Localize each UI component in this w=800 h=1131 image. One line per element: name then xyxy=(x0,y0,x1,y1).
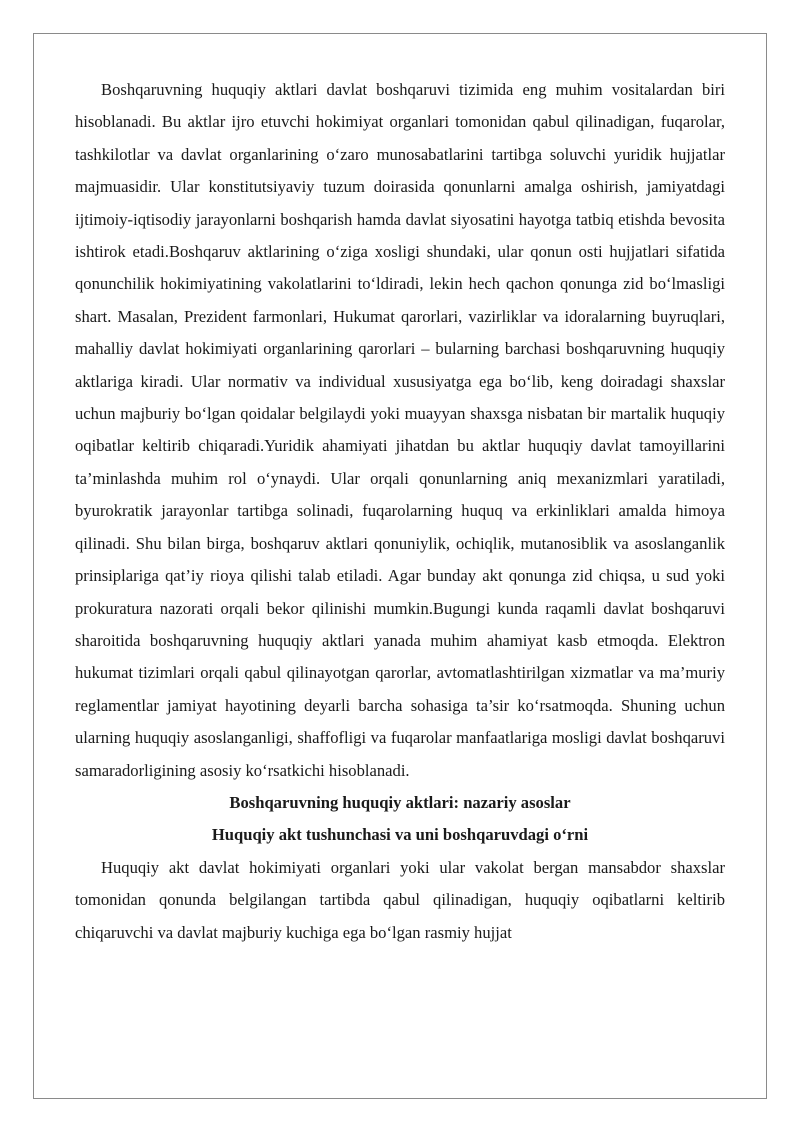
intro-paragraph: Boshqaruvning huquqiy aktlari davlat boshqaruvi tizimida eng muhim vositalardan biri hisoblanadi. Bu aktlar ijro etuvchi hokimiyat organlari tomonidan qabul qilinadigan, fuqarolar, tashkilotlar va davlat organlarining o‘zaro munosabatlarini tartibga soluvchi yuridik hujjatlar majmuasidir. Ular konstitutsiyaviy tuzum doirasida qonunlarni amalga oshirish, jamiyatdagi ijtimoiy-iqtisodiy jarayonlarni boshqarish hamda davlat siyosatini hayotga tatbiq etishda bevosita ishtirok etadi.Boshqaruv aktlarining o‘ziga xosligi shundaki, ular qonun osti hujjatlari sifatida qonunchilik hokimiyatining vakolatlarini to‘ldiradi, lekin hech qachon qonunga zid bo‘lmasligi shart. Masalan, Prezident farmonlari, Hukumat qarorlari, vazirliklar va idoralarning buyruqlari, mahalliy davlat hokimiyati organlarining qarorlari – bularning barchasi boshqaruvning huquqiy aktlariga kiradi. Ular normativ va individual xususiyatga ega bo‘lib, keng doiradagi shaxslar uchun majburiy bo‘lgan qoidalar belgilaydi yoki muayyan shaxsga nisbatan bir martalik huquqiy oqibatlar keltirib chiqaradi.Yuridik ahamiyati jihatdan bu aktlar huquqiy davlat tamoyillarini ta’minlashda muhim rol o‘ynaydi. Ular orqali qonunlarning aniq mexanizmlari yaratiladi, byurokratik jarayonlar tartibga solinadi, fuqarolarning huquq va erkinliklari amalda himoya qilinadi. Shu bilan birga, boshqaruv aktlari qonuniylik, ochiqlik, mutanosiblik va asoslanganlik prinsiplariga qat’iy rioya qilishi talab etiladi. Agar bunday akt qonunga zid chiqsa, u sud yoki prokuratura nazorati orqali bekor qilinishi mumkin.Bugungi kunda raqamli davlat boshqaruvi sharoitida boshqaruvning huquqiy aktlari yanada muhim ahamiyat kasb etmoqda. Elektron hukumat tizimlari orqali qabul qilinayotgan qarorlar, avtomatlashtirilgan xizmatlar va ma’muriy reglamentlar jamiyat hayotining deyarli barcha sohasiga ta’sir ko‘rsatmoqda. Shuning uchun ularning huquqiy asoslanganligi, shaffofligi va fuqarolar manfaatlariga mosligi davlat boshqaruvi samaradorligining asosiy ko‘rsatkichi hisoblanadi. xyxy=(75,80,725,780)
subsection-heading: Huquqiy akt tushunchasi va uni boshqaruvdagi o‘rni xyxy=(211,825,589,845)
section-heading: Boshqaruvning huquqiy aktlari: nazariy asoslar xyxy=(229,792,571,812)
document-body xyxy=(75,74,725,949)
definition-paragraph: Huquqiy akt davlat hokimiyati organlari yoki ular vakolat bergan mansabdor shaxslar tomonidan qonunda belgilangan tartibda qabul qilinadigan, huquqiy oqibatlarni keltirib chiqaruvchi va davlat majburiy kuchiga ega bo‘lgan rasmiy hujjat xyxy=(75,857,725,942)
